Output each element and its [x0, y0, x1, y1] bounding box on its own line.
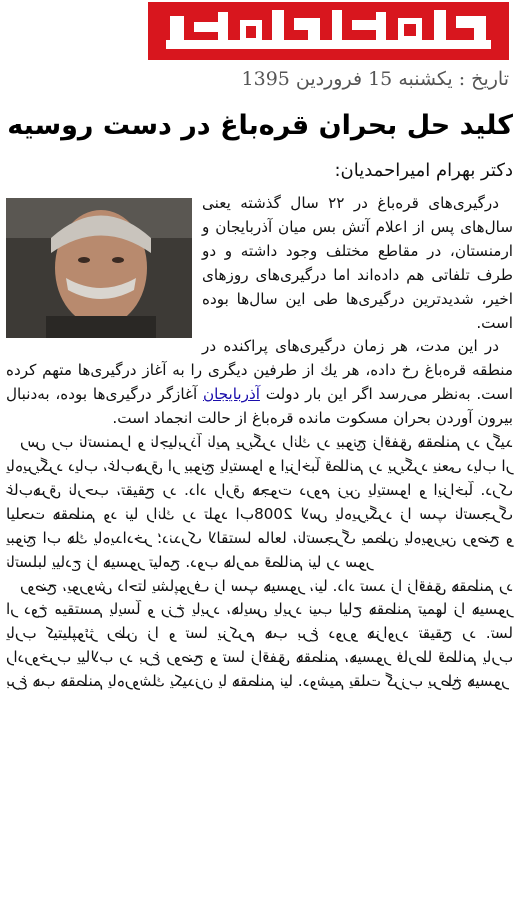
portrait-photo-icon [6, 198, 192, 338]
article-title: کلید حل بحران قره‌باغ در دست روسیه [7, 110, 513, 141]
masthead-logo[interactable] [148, 2, 509, 60]
paragraph-1 [6, 192, 513, 335]
paragraph-2-continuation: آغازگر درگیری‌ها بوده، به‌دنبال بیرون آوردن بحران مسکوت مانده قره‌باغ از حالت انجماد است. [6, 385, 513, 428]
author-photo [6, 198, 192, 338]
date-line: تاریخ : یکشنبه 15 فروردین 1395 [241, 68, 509, 90]
paragraph-2 [6, 335, 513, 431]
azerbaijan-link[interactable]: آذربایجان [202, 385, 260, 404]
paragraph-1-text: درگیری‌های قره‌باغ در ۲۲ سال گذشته یعنی سال‌های پس از اعلام آتش بس میان آذربایجان و ارمنستان، در مقاطع مختلف وجود داشته و دو طرف تلفاتی هم داده‌اند اما درگیری‌های روزهای اخیر، شدیدترین درگیری‌ها طی این سال‌ها بوده است. [202, 194, 513, 332]
paragraph-4: روضح ،یوروش داحتا یشاپورف زا سپ هیسور ،نیا .داد تسد زا زاقفق هقطنم رد ار دوخ میقتسم یایسآ و رزخ یایرد ،هایس یایرد نیب لیاح هقطنم تیمها زا هیسور یارب کیتیلپوئژ رظن زا و تسا یزکرم هب برغ دورو هزاورد تقیقح رد .تسا رادروخرب ییالاب رد برغ روضح و تسا زاقفق هقطنم ،هیسور فارطا قطانم یارب برغ هب هقطنم یاه‌روشك یکیدزن یا هقطنم نیا .دوشیم یقلت گرزب یرطخ هیسور [6, 576, 513, 691]
paragraph-2-text: در این مدت، هر زمان درگیری‌های پراکنده در منطقه قره‌باغ رخ داده، هر یك از طرفین دیگری را به آغاز درگیری‌ها متهم کرده است. به‌نظر می‌رسد اگر این بار دولت [6, 337, 514, 404]
article-author: دکتر بهرام امیراحمدیان: [334, 160, 513, 181]
logo-graphic [148, 2, 509, 60]
article-body [6, 192, 513, 694]
paragraph-3: رس رب ناتسنمرا و ناجیابرذآ نایم یریگرد رانك رد یبونج زاقفق هقطنم رد رگید یاه‌یریگرد دیاب ،غاب‌هرق ار یبونج یایتسوا و ایزاخبآ قطانم رد یریگرد ینعی دیاب ار غاب‌هرق نارحب ،تقیقح رد .داد رارق هجوت دروم زین یایتسوا و ایزاخبآ .درک لیلحت هقطنم ود نیا رانك رد تلود اب2008 لاس یاه‌یریگرد زا سپ ناتسجرگ یبونج اب هك یاه‌یدادخر ؛دندرک لالقتسا مالعا ،ناتسجرگ یمظن یاه‌یورین روضح و ناتسلبا ییادج زا هیسور تیامح .دوب هارمه قطانم نیا رد سور [6, 433, 513, 571]
